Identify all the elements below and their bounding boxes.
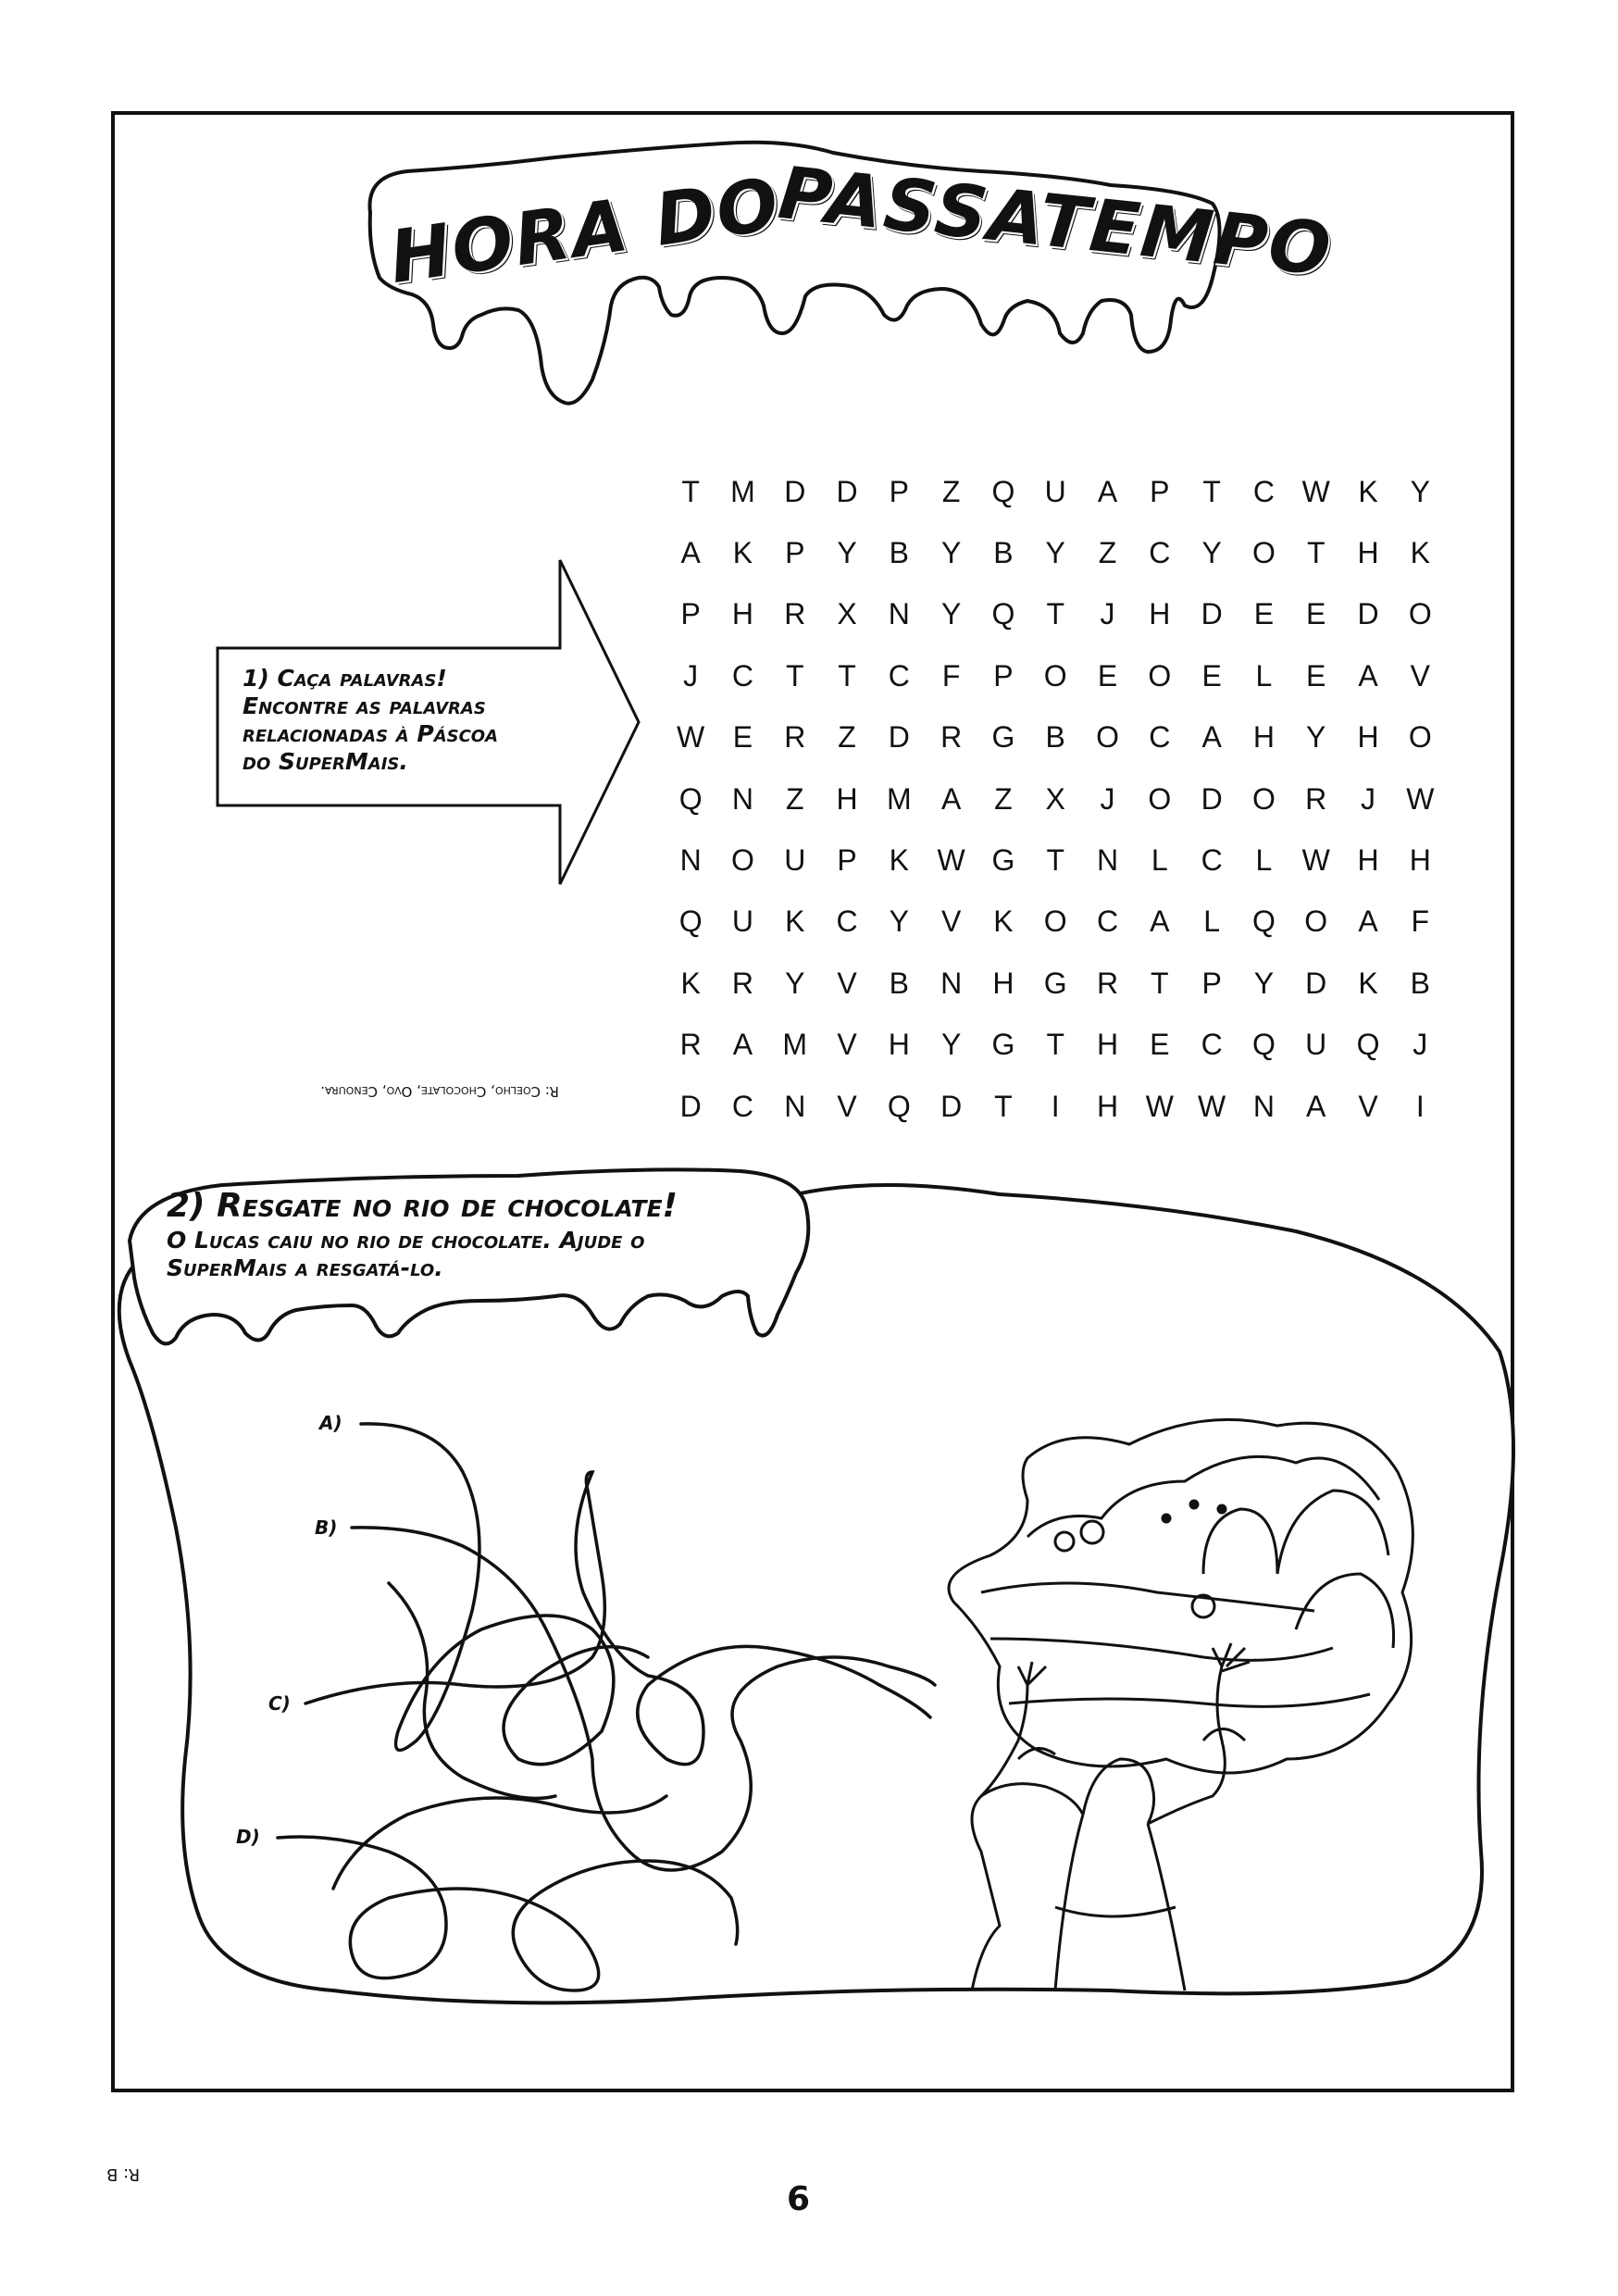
activity1-instructions <box>243 665 576 776</box>
grid-letter: A <box>1306 1089 1326 1123</box>
grid-letter: T <box>1202 474 1221 508</box>
grid-letter: O <box>1043 905 1067 939</box>
activity2-title: 2) Resgate no rio de chocolate! <box>167 1187 678 1225</box>
activity1-line1: 1) Caça palavras! <box>243 665 447 692</box>
grid-letter: Z <box>785 781 804 816</box>
activity2-instructions <box>167 1227 815 1282</box>
grid-letter: H <box>1357 843 1379 878</box>
grid-letter: V <box>837 1089 857 1123</box>
grid-letter: C <box>1201 1028 1223 1062</box>
grid-letter: K <box>993 905 1014 939</box>
grid-letter: O <box>1408 720 1432 755</box>
grid-letter: G <box>991 1028 1015 1062</box>
grid-letter: Y <box>1253 966 1275 1000</box>
grid-letter: D <box>679 1089 702 1123</box>
grid-letter: R <box>784 720 806 755</box>
grid-letter: O <box>1043 658 1067 693</box>
grid-letter: H <box>1357 720 1379 755</box>
grid-letter: C <box>1149 720 1171 755</box>
grid-letter: T <box>1151 966 1169 1000</box>
answer-key-1: R: Coelho, Chocolate, Ovo, Cenoura. <box>320 1083 559 1100</box>
grid-letter: K <box>889 843 909 878</box>
grid-letter: K <box>732 536 753 570</box>
title-word-1: HORA DO <box>384 162 786 301</box>
grid-letter: M <box>730 474 755 508</box>
grid-letter: T <box>1046 597 1064 631</box>
grid-letter: X <box>1045 781 1065 816</box>
grid-letter: C <box>1201 843 1223 878</box>
activity2-line2: SuperMais a resgatá-lo. <box>167 1254 443 1281</box>
grid-letter: W <box>1145 1089 1174 1123</box>
grid-letter: N <box>784 1089 806 1123</box>
grid-letter: C <box>1149 536 1171 570</box>
grid-letter: T <box>681 474 700 508</box>
grid-letter: C <box>731 1089 753 1123</box>
grid-letter: F <box>1411 905 1430 939</box>
grid-letter: Z <box>941 474 961 508</box>
grid-letter: X <box>837 597 857 631</box>
grid-letter: D <box>940 1089 963 1123</box>
grid-letter: V <box>837 966 857 1000</box>
grid-letter: T <box>785 658 804 693</box>
activity1-line2: Encontre as palavras <box>243 693 486 719</box>
grid-letter: H <box>836 781 858 816</box>
grid-letter: D <box>1201 781 1223 816</box>
grid-letter: O <box>1304 905 1328 939</box>
grid-letter: Q <box>991 597 1015 631</box>
grid-letter: O <box>1148 658 1172 693</box>
activity1-line4: do SuperMais. <box>243 748 408 775</box>
grid-letter: K <box>680 966 701 1000</box>
grid-letter: R <box>679 1028 702 1062</box>
grid-letter: V <box>837 1028 857 1062</box>
grid-letter: A <box>732 1028 753 1062</box>
grid-letter: H <box>1357 536 1379 570</box>
grid-letter: G <box>991 720 1015 755</box>
grid-letter: L <box>1255 658 1273 693</box>
grid-letter: Y <box>940 1028 962 1062</box>
grid-letter: Q <box>1251 905 1276 939</box>
grid-letter: Z <box>1098 536 1117 570</box>
grid-letter: O <box>1096 720 1119 755</box>
grid-letter: Q <box>887 1089 911 1123</box>
page-title <box>370 151 1337 310</box>
grid-letter: T <box>994 1089 1013 1123</box>
grid-letter: Y <box>785 966 805 1000</box>
grid-letter: T <box>838 658 856 693</box>
grid-letter: P <box>889 474 909 508</box>
grid-letter: H <box>1096 1089 1119 1123</box>
grid-letter: E <box>1306 658 1326 693</box>
grid-letter: H <box>731 597 753 631</box>
grid-letter: L <box>1255 843 1273 878</box>
grid-letter: W <box>1301 474 1330 508</box>
grid-letter: J <box>683 658 699 693</box>
grid-letter: T <box>1046 843 1064 878</box>
grid-letter: K <box>1358 966 1378 1000</box>
grid-letter: C <box>1096 905 1119 939</box>
grid-letter: A <box>940 781 962 816</box>
grid-letter: I <box>1051 1089 1060 1123</box>
grid-letter: B <box>1045 720 1065 755</box>
grid-letter: P <box>1150 474 1170 508</box>
grid-letter: Y <box>940 536 962 570</box>
grid-letter: N <box>940 966 963 1000</box>
grid-letter: K <box>1410 536 1430 570</box>
grid-letter: Y <box>837 536 857 570</box>
grid-letter: Q <box>678 781 703 816</box>
page-number: 6 <box>787 2180 811 2218</box>
grid-letter: R <box>1305 781 1327 816</box>
grid-letter: W <box>1406 781 1435 816</box>
grid-letter: Y <box>940 597 962 631</box>
grid-letter: Y <box>1045 536 1065 570</box>
grid-letter: A <box>1097 474 1118 508</box>
grid-letter: H <box>992 966 1014 1000</box>
grid-letter: K <box>1358 474 1378 508</box>
grid-letter: Y <box>1306 720 1326 755</box>
grid-letter: O <box>1251 781 1276 816</box>
grid-letter: W <box>1198 1089 1226 1123</box>
grid-letter: R <box>1096 966 1119 1000</box>
maze-option-c: C) <box>268 1692 291 1715</box>
grid-letter: L <box>1151 843 1168 878</box>
grid-letter: Q <box>1251 1028 1276 1062</box>
grid-letter: Q <box>1356 1028 1380 1062</box>
grid-letter: N <box>731 781 753 816</box>
grid-letter: E <box>1097 658 1118 693</box>
grid-letter: P <box>785 536 805 570</box>
grid-letter: P <box>837 843 857 878</box>
grid-letter: N <box>679 843 702 878</box>
grid-letter: Z <box>994 781 1013 816</box>
grid-letter: P <box>680 597 701 631</box>
grid-letter: B <box>889 966 909 1000</box>
grid-letter: E <box>1201 658 1222 693</box>
grid-letter: M <box>782 1028 808 1062</box>
grid-letter: Q <box>678 905 703 939</box>
answer-key-2: R: B <box>106 2165 141 2184</box>
grid-letter: R <box>731 966 753 1000</box>
grid-letter: L <box>1203 905 1221 939</box>
grid-letter: E <box>1253 597 1275 631</box>
grid-letter: C <box>1252 474 1275 508</box>
grid-letter: C <box>836 905 858 939</box>
grid-letter: A <box>680 536 701 570</box>
grid-letter: H <box>1409 843 1431 878</box>
grid-letter: V <box>940 905 962 939</box>
word-search-grid <box>665 461 1446 1137</box>
grid-letter: H <box>1252 720 1275 755</box>
grid-letter: G <box>991 843 1015 878</box>
grid-letter: V <box>1410 658 1430 693</box>
grid-letter: D <box>1201 597 1223 631</box>
grid-letter: C <box>888 658 910 693</box>
grid-letter: F <box>941 658 961 693</box>
grid-letter: D <box>836 474 858 508</box>
grid-letter: O <box>1408 597 1432 631</box>
grid-letter: K <box>785 905 805 939</box>
grid-letter: T <box>1046 1028 1064 1062</box>
grid-letter: Y <box>889 905 909 939</box>
activity1-line3: relacionadas à Páscoa <box>243 720 499 747</box>
grid-letter: O <box>731 843 754 878</box>
grid-letter: V <box>1358 1089 1378 1123</box>
grid-letter: J <box>1413 1028 1428 1062</box>
grid-letter: R <box>940 720 963 755</box>
maze-option-a: A) <box>319 1412 342 1434</box>
grid-letter: D <box>888 720 910 755</box>
grid-letter: E <box>1150 1028 1170 1062</box>
grid-letter: H <box>888 1028 910 1062</box>
maze-option-b: B) <box>315 1516 338 1539</box>
grid-letter: W <box>937 843 965 878</box>
grid-letter: B <box>1410 966 1430 1000</box>
grid-letter: O <box>1148 781 1172 816</box>
grid-letter: D <box>1357 597 1379 631</box>
grid-letter: U <box>1305 1028 1327 1062</box>
grid-letter: N <box>1096 843 1119 878</box>
grid-letter: U <box>731 905 753 939</box>
grid-letter: R <box>784 597 806 631</box>
grid-letter: A <box>1201 720 1222 755</box>
grid-letter: U <box>1044 474 1066 508</box>
grid-letter: W <box>1301 843 1330 878</box>
grid-letter: J <box>1361 781 1375 816</box>
grid-letter: W <box>677 720 705 755</box>
grid-letter: A <box>1150 905 1170 939</box>
grid-letter: Y <box>1201 536 1222 570</box>
grid-letter: H <box>1096 1028 1119 1062</box>
grid-letter: N <box>1252 1089 1275 1123</box>
grid-letter: J <box>1100 781 1115 816</box>
grid-letter: Z <box>838 720 856 755</box>
grid-letter: M <box>887 781 912 816</box>
grid-letter: E <box>1306 597 1326 631</box>
grid-letter: I <box>1415 1089 1425 1123</box>
grid-letter: O <box>1251 536 1276 570</box>
grid-letter: N <box>888 597 910 631</box>
grid-letter: A <box>1358 658 1378 693</box>
grid-letter: D <box>784 474 806 508</box>
grid-letter: B <box>993 536 1014 570</box>
grid-letter: A <box>1358 905 1378 939</box>
grid-letter: P <box>1201 966 1222 1000</box>
grid-letter: J <box>1100 597 1115 631</box>
grid-letter: P <box>993 658 1014 693</box>
activity2-line1: O Lucas caiu no rio de chocolate. Ajude o <box>167 1227 645 1254</box>
grid-letter: T <box>1306 536 1326 570</box>
grid-letter: E <box>732 720 753 755</box>
grid-letter: Q <box>991 474 1015 508</box>
grid-letter: U <box>784 843 806 878</box>
title-word-2: PASSATEMPO <box>774 151 1337 293</box>
maze-option-d: D) <box>236 1826 260 1848</box>
grid-letter: D <box>1305 966 1327 1000</box>
grid-letter: G <box>1043 966 1067 1000</box>
grid-letter: Y <box>1410 474 1430 508</box>
grid-letter: B <box>889 536 909 570</box>
grid-letter: H <box>1149 597 1171 631</box>
grid-letter: C <box>731 658 753 693</box>
